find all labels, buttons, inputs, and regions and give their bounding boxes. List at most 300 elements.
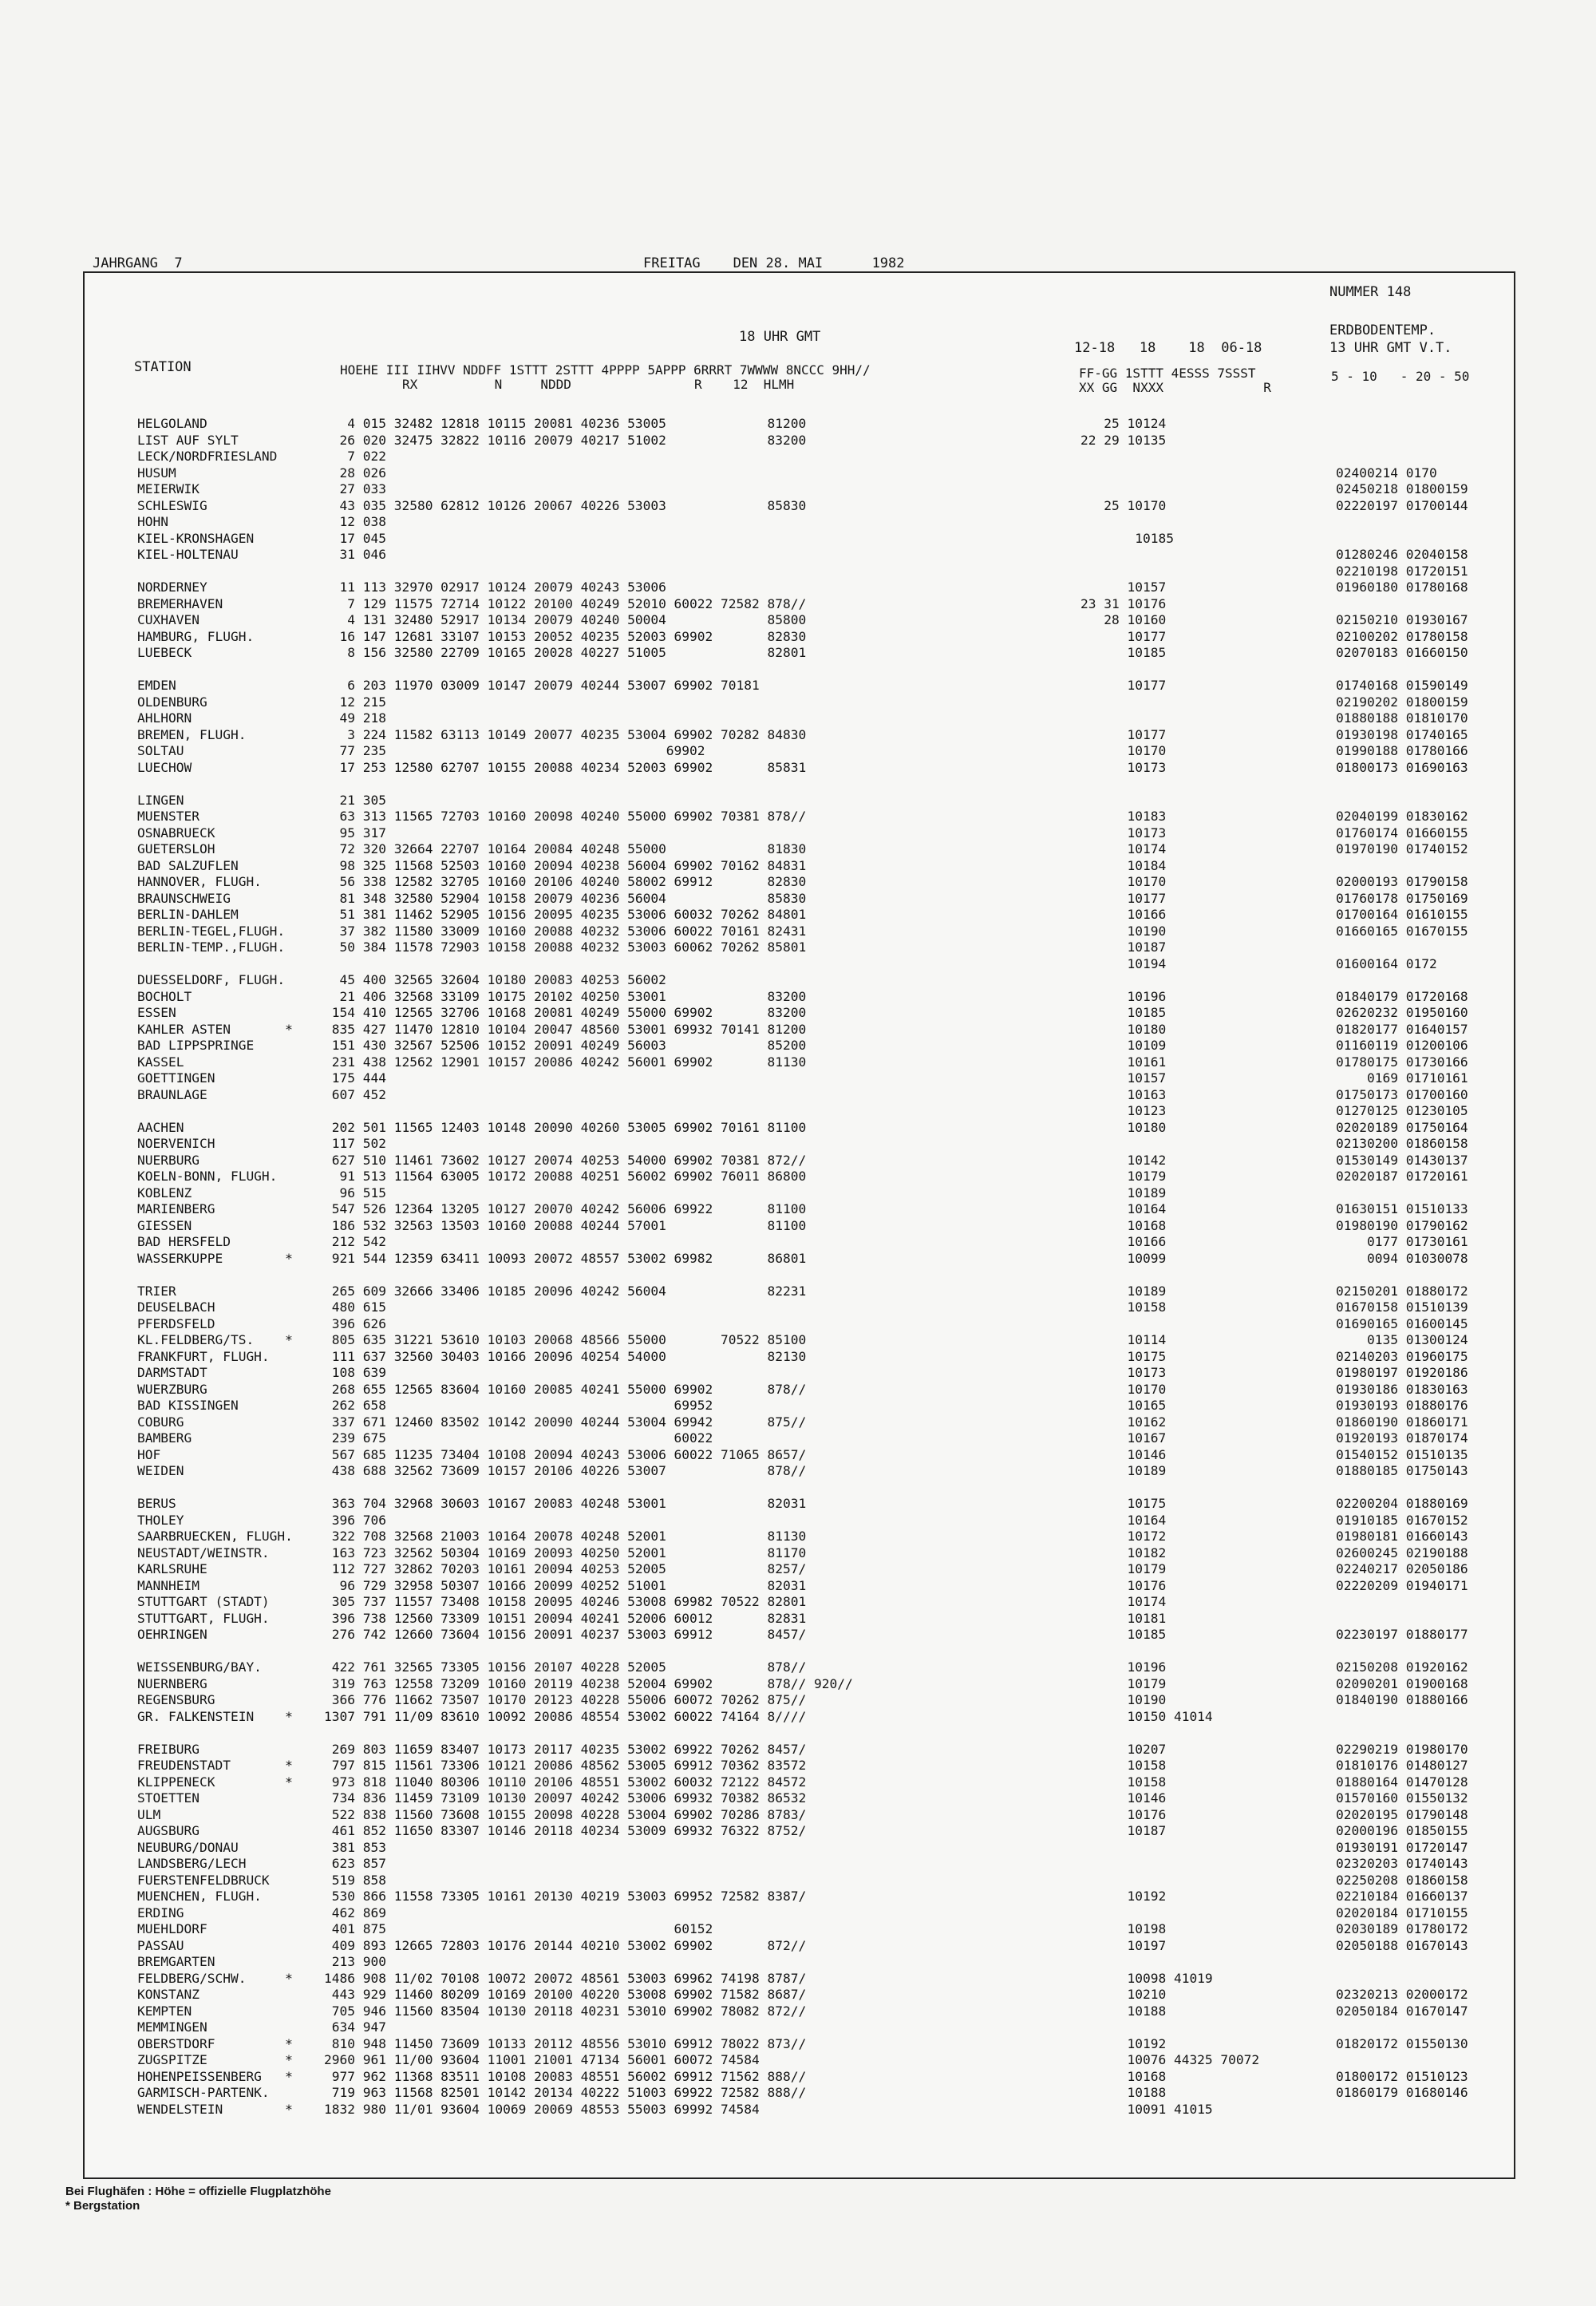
header-1218: 12-18 18 18 06-18 bbox=[1074, 340, 1262, 356]
station-observation: 719 963 11568 82501 10142 20134 40222 51003 69922 72582 888// bbox=[324, 2085, 807, 2100]
station-extremes: 10109 bbox=[1080, 1038, 1167, 1053]
station-extremes: 10099 bbox=[1080, 1250, 1167, 1266]
station-name: WUERZBURG bbox=[137, 1381, 207, 1397]
station-extremes: 10170 bbox=[1080, 1381, 1167, 1397]
station-soil-temp: 01760174 01660155 bbox=[1336, 825, 1468, 841]
station-observation: 17 253 12580 62707 10155 20088 40234 52003 69902 85831 bbox=[324, 759, 807, 775]
station-name: MEMMINGEN bbox=[137, 2019, 207, 2035]
station-name: BERLIN-DAHLEM bbox=[137, 907, 239, 922]
station-observation: 111 637 32560 30403 10166 20096 40254 54000 82130 bbox=[324, 1348, 807, 1364]
station-observation: 265 609 32666 33406 10185 20096 40242 56004 82231 bbox=[324, 1283, 807, 1299]
station-observation: 186 532 32563 13503 10160 20088 40244 57001 81100 bbox=[324, 1217, 807, 1233]
station-name: KARLSRUHE bbox=[137, 1561, 207, 1576]
station-soil-temp: 02190202 01800159 bbox=[1336, 694, 1468, 710]
station-observation: 363 704 32968 30603 10167 20083 40248 53001 82031 bbox=[324, 1496, 807, 1511]
station-extremes: 10194 bbox=[1080, 955, 1167, 971]
station-name: THOLEY bbox=[137, 1512, 184, 1528]
station-name: WASSERKUPPE * bbox=[137, 1250, 293, 1266]
station-name: HELGOLAND bbox=[137, 416, 207, 431]
station-observation: 366 776 11662 73507 10170 20123 40228 55006 60072 70262 875// bbox=[324, 1692, 807, 1707]
station-name: BREMERHAVEN bbox=[137, 595, 223, 611]
station-extremes: 10114 bbox=[1080, 1332, 1167, 1347]
station-extremes: 10168 bbox=[1080, 2068, 1167, 2084]
station-observation: 1832 980 11/01 93604 10069 20069 48553 55003 69992 74584 bbox=[324, 2101, 760, 2117]
station-name: SAARBRUECKEN, FLUGH. bbox=[137, 1529, 293, 1544]
station-name: FELDBERG/SCHW. * bbox=[137, 1970, 293, 1986]
station-extremes: 10166 bbox=[1080, 907, 1167, 922]
station-soil-temp: 02400214 0170 bbox=[1336, 465, 1437, 481]
station-soil-temp: 01530149 01430137 bbox=[1336, 1152, 1468, 1168]
station-observation: 1307 791 11/09 83610 10092 20086 48554 53002 60022 74164 8//// bbox=[324, 1708, 807, 1724]
station-extremes: 22 29 10135 bbox=[1080, 432, 1167, 448]
station-observation: 634 947 bbox=[324, 2019, 386, 2035]
station-name: STUTTGART, FLUGH. bbox=[137, 1610, 270, 1626]
station-name: WEIDEN bbox=[137, 1463, 184, 1478]
station-extremes: 10196 bbox=[1080, 988, 1167, 1004]
station-name: ULM bbox=[137, 1806, 161, 1822]
station-name: LUECHOW bbox=[137, 759, 192, 775]
station-name: MANNHEIM bbox=[137, 1577, 200, 1593]
station-name: ERDING bbox=[137, 1905, 184, 1920]
station-extremes: 10187 bbox=[1080, 1823, 1167, 1838]
station-observation: 705 946 11560 83504 10130 20118 40231 53010 69902 78082 872// bbox=[324, 2003, 807, 2019]
station-soil-temp: 01980197 01920186 bbox=[1336, 1365, 1468, 1380]
station-observation: 212 542 bbox=[324, 1234, 386, 1249]
header-codes2: FF-GG 1STTT 4ESSS 7SSST bbox=[1079, 366, 1256, 381]
station-observation: 480 615 bbox=[324, 1299, 386, 1315]
station-name: BRAUNSCHWEIG bbox=[137, 890, 231, 906]
station-soil-temp: 01880185 01750143 bbox=[1336, 1463, 1468, 1478]
station-name: WENDELSTEIN * bbox=[137, 2101, 293, 2117]
station-soil-temp: 02000196 01850155 bbox=[1336, 1823, 1468, 1838]
station-extremes: 10165 bbox=[1080, 1398, 1167, 1413]
station-soil-temp: 02320203 01740143 bbox=[1336, 1856, 1468, 1871]
station-name: MARIENBERG bbox=[137, 1201, 215, 1216]
station-observation: 81 348 32580 52904 10158 20079 40236 56004 85830 bbox=[324, 890, 807, 906]
station-extremes: 10168 bbox=[1080, 1217, 1167, 1233]
station-observation: 72 320 32664 22707 10164 20084 40248 55000 81830 bbox=[324, 841, 807, 856]
header-13-uhr: 13 UHR GMT V.T. bbox=[1329, 340, 1452, 356]
station-soil-temp: 02290219 01980170 bbox=[1336, 1741, 1468, 1757]
station-name: NUERNBERG bbox=[137, 1675, 207, 1691]
station-observation: 108 639 bbox=[324, 1365, 386, 1380]
station-extremes: 10076 44325 70072 bbox=[1080, 2052, 1260, 2067]
station-name: OLDENBURG bbox=[137, 694, 207, 710]
station-observation: 49 218 bbox=[324, 710, 386, 726]
station-soil-temp: 01990188 01780166 bbox=[1336, 743, 1468, 758]
station-name: MUEHLDORF bbox=[137, 1921, 207, 1936]
station-soil-temp: 01810176 01480127 bbox=[1336, 1758, 1468, 1773]
station-name: WEISSENBURG/BAY. bbox=[137, 1659, 262, 1675]
station-observation: 530 866 11558 73305 10161 20130 40219 53003 69952 72582 8387/ bbox=[324, 1889, 807, 1904]
station-soil-temp: 01820177 01640157 bbox=[1336, 1021, 1468, 1037]
station-observation: 322 708 32568 21003 10164 20078 40248 52001 81130 bbox=[324, 1529, 807, 1544]
station-soil-temp: 02210184 01660137 bbox=[1336, 1889, 1468, 1904]
station-soil-temp: 02150208 01920162 bbox=[1336, 1659, 1468, 1675]
station-extremes: 10192 bbox=[1080, 1889, 1167, 1904]
station-name: BAD LIPPSPRINGE bbox=[137, 1038, 255, 1053]
station-observation: 26 020 32475 32822 10116 20079 40217 51002 83200 bbox=[324, 432, 807, 448]
station-name: BRAUNLAGE bbox=[137, 1086, 207, 1102]
station-extremes: 10175 bbox=[1080, 1348, 1167, 1364]
station-soil-temp: 02100202 01780158 bbox=[1336, 628, 1468, 644]
station-name: FREIBURG bbox=[137, 1741, 200, 1757]
station-soil-temp: 02230197 01880177 bbox=[1336, 1627, 1468, 1642]
station-observation: 627 510 11461 73602 10127 20074 40253 54000 69902 70381 872// bbox=[324, 1152, 807, 1168]
station-soil-temp: 01740168 01590149 bbox=[1336, 678, 1468, 693]
station-name: LIST AUF SYLT bbox=[137, 432, 239, 448]
station-name: KIEL-HOLTENAU bbox=[137, 547, 239, 562]
station-name: ZUGSPITZE * bbox=[137, 2052, 293, 2067]
station-name: HANNOVER, FLUGH. bbox=[137, 874, 262, 889]
station-soil-temp: 01980181 01660143 bbox=[1336, 1529, 1468, 1544]
station-observation: 973 818 11040 80306 10110 20106 48551 53002 60032 72122 84572 bbox=[324, 1774, 807, 1790]
station-observation: 396 738 12560 73309 10151 20094 40241 52006 60012 82831 bbox=[324, 1610, 807, 1626]
station-extremes: 25 10170 bbox=[1080, 497, 1167, 513]
station-extremes: 10173 bbox=[1080, 825, 1167, 841]
station-name: BAMBERG bbox=[137, 1430, 192, 1446]
station-extremes: 10146 bbox=[1080, 1446, 1167, 1462]
station-extremes: 10157 bbox=[1080, 579, 1167, 595]
station-observation: 31 046 bbox=[324, 547, 386, 562]
station-extremes: 10207 bbox=[1080, 1741, 1167, 1757]
station-name: ESSEN bbox=[137, 1005, 176, 1020]
station-soil-temp: 01820172 01550130 bbox=[1336, 2035, 1468, 2051]
station-observation: 921 544 12359 63411 10093 20072 48557 53002 69982 86801 bbox=[324, 1250, 807, 1266]
station-name: FUERSTENFELDBRUCK bbox=[137, 1872, 270, 1888]
station-soil-temp: 01690165 01600145 bbox=[1336, 1315, 1468, 1331]
station-soil-temp: 02130200 01860158 bbox=[1336, 1136, 1468, 1151]
station-soil-temp: 0135 01300124 bbox=[1336, 1332, 1468, 1347]
station-name: BERLIN-TEGEL,FLUGH. bbox=[137, 923, 286, 939]
station-soil-temp: 01800172 01510123 bbox=[1336, 2068, 1468, 2084]
station-name: NORDERNEY bbox=[137, 579, 207, 595]
station-name: REGENSBURG bbox=[137, 1692, 215, 1707]
station-name: OSNABRUECK bbox=[137, 825, 215, 841]
station-observation: 154 410 12565 32706 10168 20081 40249 55000 69902 83200 bbox=[324, 1005, 807, 1020]
station-extremes: 10177 bbox=[1080, 890, 1167, 906]
station-observation: 16 147 12681 33107 10153 20052 40235 52003 69902 82830 bbox=[324, 628, 807, 644]
station-name: COBURG bbox=[137, 1414, 184, 1430]
station-soil-temp: 02000193 01790158 bbox=[1336, 874, 1468, 889]
station-extremes: 10172 bbox=[1080, 1529, 1167, 1544]
station-extremes: 10185 bbox=[1080, 530, 1174, 546]
station-extremes: 10176 bbox=[1080, 1806, 1167, 1822]
station-extremes: 10190 bbox=[1080, 923, 1167, 939]
station-extremes: 10177 bbox=[1080, 628, 1167, 644]
station-name: GOETTINGEN bbox=[137, 1070, 215, 1086]
station-extremes: 10179 bbox=[1080, 1561, 1167, 1576]
station-soil-temp: 02220197 01700144 bbox=[1336, 497, 1468, 513]
station-extremes: 10181 bbox=[1080, 1610, 1167, 1626]
station-extremes: 10188 bbox=[1080, 2003, 1167, 2019]
station-observation: 27 033 bbox=[324, 481, 386, 496]
station-observation: 4 015 32482 12818 10115 20081 40236 53005 81200 bbox=[324, 416, 807, 431]
station-soil-temp: 02040199 01830162 bbox=[1336, 809, 1468, 824]
station-name: PFERDSFELD bbox=[137, 1315, 215, 1331]
station-extremes: 10164 bbox=[1080, 1512, 1167, 1528]
report-date: FREITAG DEN 28. MAI 1982 bbox=[643, 255, 905, 271]
station-observation: 2960 961 11/00 93604 11001 21001 47134 56001 60072 74584 bbox=[324, 2052, 760, 2067]
station-observation: 51 381 11462 52905 10156 20095 40235 53006 60032 70262 84801 bbox=[324, 907, 807, 922]
station-observation: 381 853 bbox=[324, 1839, 386, 1855]
station-observation: 396 706 bbox=[324, 1512, 386, 1528]
station-name: KASSEL bbox=[137, 1054, 184, 1070]
station-observation: 462 869 bbox=[324, 1905, 386, 1920]
station-observation: 6 203 11970 03009 10147 20079 40244 53007 69902 70181 bbox=[324, 678, 760, 693]
station-observation: 337 671 12460 83502 10142 20090 40244 53004 69942 875// bbox=[324, 1414, 807, 1430]
station-name: KL.FELDBERG/TS. * bbox=[137, 1332, 293, 1347]
station-soil-temp: 02250208 01860158 bbox=[1336, 1872, 1468, 1888]
station-name: OEHRINGEN bbox=[137, 1627, 207, 1642]
station-soil-temp: 01270125 01230105 bbox=[1336, 1103, 1468, 1118]
station-soil-temp: 01160119 01200106 bbox=[1336, 1038, 1468, 1053]
station-observation: 17 045 bbox=[324, 530, 386, 546]
station-soil-temp: 01540152 01510135 bbox=[1336, 1446, 1468, 1462]
station-observation: 98 325 11568 52503 10160 20094 40238 56004 69902 70162 84831 bbox=[324, 857, 807, 873]
station-observation: 50 384 11578 72903 10158 20088 40232 53003 60062 70262 85801 bbox=[324, 939, 807, 955]
station-name: SOLTAU bbox=[137, 743, 184, 758]
station-soil-temp: 01920193 01870174 bbox=[1336, 1430, 1468, 1446]
station-extremes: 10189 bbox=[1080, 1463, 1167, 1478]
station-observation: 268 655 12565 83604 10160 20085 40241 55000 69902 878// bbox=[324, 1381, 807, 1397]
station-name: MEIERWIK bbox=[137, 481, 200, 496]
station-extremes: 10184 bbox=[1080, 857, 1167, 873]
station-name: TRIER bbox=[137, 1283, 176, 1299]
station-soil-temp: 01960180 01780168 bbox=[1336, 579, 1468, 595]
station-name: KOELN-BONN, FLUGH. bbox=[137, 1169, 278, 1184]
station-name: STUTTGART (STADT) bbox=[137, 1594, 270, 1609]
station-observation: 12 038 bbox=[324, 514, 386, 529]
station-soil-temp: 02240217 02050186 bbox=[1336, 1561, 1468, 1576]
station-soil-temp: 01840179 01720168 bbox=[1336, 988, 1468, 1004]
station-name: BAD KISSINGEN bbox=[137, 1398, 239, 1413]
header-codes2-sub: XX GG NXXX R bbox=[1079, 380, 1271, 395]
station-name: GUETERSLOH bbox=[137, 841, 215, 856]
station-observation: 21 305 bbox=[324, 792, 386, 808]
station-name: NUERBURG bbox=[137, 1152, 200, 1168]
station-name: BREMGARTEN bbox=[137, 1954, 215, 1969]
station-name: PASSAU bbox=[137, 1937, 184, 1953]
station-observation: 422 761 32565 73305 10156 20107 40228 52005 878// bbox=[324, 1659, 807, 1675]
station-extremes: 10177 bbox=[1080, 678, 1167, 693]
header-codes-sub: RX N NDDD R 12 HLMH bbox=[402, 377, 795, 392]
station-extremes: 10098 41019 bbox=[1080, 1970, 1213, 1986]
station-name: BREMEN, FLUGH. bbox=[137, 726, 247, 742]
report-number: NUMMER 148 bbox=[1329, 284, 1412, 300]
station-extremes: 10146 bbox=[1080, 1790, 1167, 1806]
station-soil-temp: 02150210 01930167 bbox=[1336, 612, 1468, 627]
station-soil-temp: 01930191 01720147 bbox=[1336, 1839, 1468, 1855]
station-name: KIEL-KRONSHAGEN bbox=[137, 530, 255, 546]
station-observation: 262 658 69952 bbox=[324, 1398, 713, 1413]
station-extremes: 10164 bbox=[1080, 1201, 1167, 1216]
station-observation: 239 675 60022 bbox=[324, 1430, 713, 1446]
station-observation: 1486 908 11/02 70108 10072 20072 48561 53003 69962 74198 8787/ bbox=[324, 1970, 807, 1986]
station-observation: 7 022 bbox=[324, 449, 386, 464]
station-soil-temp: 02070183 01660150 bbox=[1336, 645, 1468, 660]
station-observation: 519 858 bbox=[324, 1872, 386, 1888]
station-name: AHLHORN bbox=[137, 710, 192, 726]
station-soil-temp: 01700164 01610155 bbox=[1336, 907, 1468, 922]
station-name: FREUDENSTADT * bbox=[137, 1758, 293, 1773]
station-observation: 522 838 11560 73608 10155 20098 40228 53004 69902 70286 8783/ bbox=[324, 1806, 807, 1822]
station-soil-temp: 02020184 01710155 bbox=[1336, 1905, 1468, 1920]
station-soil-temp: 01800173 01690163 bbox=[1336, 759, 1468, 775]
station-extremes: 10157 bbox=[1080, 1070, 1167, 1086]
station-observation: 4 131 32480 52917 10134 20079 40240 50004 85800 bbox=[324, 612, 807, 627]
station-name: HOHN bbox=[137, 514, 168, 529]
station-extremes: 10198 bbox=[1080, 1921, 1167, 1936]
station-name: DARMSTADT bbox=[137, 1365, 207, 1380]
station-observation: 805 635 31221 53610 10103 20068 48566 55000 70522 85100 bbox=[324, 1332, 807, 1347]
station-observation: 163 723 32562 50304 10169 20093 40250 52001 81170 bbox=[324, 1545, 807, 1560]
station-soil-temp: 02320213 02000172 bbox=[1336, 1987, 1468, 2002]
station-name: LINGEN bbox=[137, 792, 184, 808]
station-extremes: 10173 bbox=[1080, 1365, 1167, 1380]
station-observation: 3 224 11582 63113 10149 20077 40235 53004 69902 70282 84830 bbox=[324, 726, 807, 742]
station-name: NOERVENICH bbox=[137, 1136, 215, 1151]
header-codes: HOEHE III IIHVV NDDFF 1STTT 2STTT 4PPPP 5APPP 6RRRT 7WWWW 8NCCC 9HH// bbox=[340, 362, 871, 378]
station-extremes: 10166 bbox=[1080, 1234, 1167, 1249]
station-name: SCHLESWIG bbox=[137, 497, 207, 513]
station-soil-temp: 01780175 01730166 bbox=[1336, 1054, 1468, 1070]
station-observation: 623 857 bbox=[324, 1856, 386, 1871]
report-sheet bbox=[83, 255, 1515, 2179]
station-observation: 438 688 32562 73609 10157 20106 40226 53007 878// bbox=[324, 1463, 807, 1478]
station-extremes: 10210 bbox=[1080, 1987, 1167, 2002]
station-observation: 231 438 12562 12901 10157 20086 40242 56001 69902 81130 bbox=[324, 1054, 807, 1070]
station-observation: 37 382 11580 33009 10160 20088 40232 53006 60022 70161 82431 bbox=[324, 923, 807, 939]
footnote-airport: Bei Flughäfen : Höhe = offizielle Flugplatzhöhe bbox=[65, 2185, 331, 2198]
station-soil-temp: 01930193 01880176 bbox=[1336, 1398, 1468, 1413]
station-soil-temp: 01750173 01700160 bbox=[1336, 1086, 1468, 1102]
station-observation: 45 400 32565 32604 10180 20083 40253 56002 bbox=[324, 972, 666, 987]
station-name: HOHENPEISSENBERG * bbox=[137, 2068, 293, 2084]
station-soil-temp: 02200204 01880169 bbox=[1336, 1496, 1468, 1511]
station-extremes: 23 31 10176 bbox=[1080, 595, 1167, 611]
station-observation: 567 685 11235 73404 10108 20094 40243 53006 60022 71065 8657/ bbox=[324, 1446, 807, 1462]
station-soil-temp: 01930198 01740165 bbox=[1336, 726, 1468, 742]
station-name: LANDSBERG/LECH bbox=[137, 1856, 247, 1871]
station-name: CUXHAVEN bbox=[137, 612, 200, 627]
station-soil-temp: 02030189 01780172 bbox=[1336, 1921, 1468, 1936]
station-soil-temp: 01880188 01810170 bbox=[1336, 710, 1468, 726]
station-observation: 409 893 12665 72803 10176 20144 40210 53002 69902 872// bbox=[324, 1937, 807, 1953]
station-extremes: 10192 bbox=[1080, 2035, 1167, 2051]
station-name: KLIPPENECK * bbox=[137, 1774, 293, 1790]
station-soil-temp: 01970190 01740152 bbox=[1336, 841, 1468, 856]
station-extremes: 10189 bbox=[1080, 1283, 1167, 1299]
station-soil-temp: 01930186 01830163 bbox=[1336, 1381, 1468, 1397]
station-name: BOCHOLT bbox=[137, 988, 192, 1004]
header-station: STATION bbox=[134, 359, 192, 375]
station-extremes: 10150 41014 bbox=[1080, 1708, 1213, 1724]
station-observation: 96 729 32958 50307 10166 20099 40252 51001 82031 bbox=[324, 1577, 807, 1593]
station-extremes: 10196 bbox=[1080, 1659, 1167, 1675]
station-extremes: 10185 bbox=[1080, 645, 1167, 660]
footnote-mountain: * Bergstation bbox=[65, 2199, 140, 2213]
station-extremes: 10185 bbox=[1080, 1627, 1167, 1642]
station-observation: 11 113 32970 02917 10124 20079 40243 53006 bbox=[324, 579, 666, 595]
station-extremes: 10170 bbox=[1080, 874, 1167, 889]
station-observation: 269 803 11659 83407 10173 20117 40235 53002 69922 70262 8457/ bbox=[324, 1741, 807, 1757]
station-soil-temp: 0169 01710161 bbox=[1336, 1070, 1468, 1086]
station-extremes: 10183 bbox=[1080, 809, 1167, 824]
station-extremes: 10161 bbox=[1080, 1054, 1167, 1070]
station-extremes: 10190 bbox=[1080, 1692, 1167, 1707]
station-name: OBERSTDORF * bbox=[137, 2035, 293, 2051]
station-observation: 461 852 11650 83307 10146 20118 40234 53009 69932 76322 8752/ bbox=[324, 1823, 807, 1838]
station-observation: 95 317 bbox=[324, 825, 386, 841]
station-observation: 319 763 12558 73209 10160 20119 40238 52004 69902 878// 920// bbox=[324, 1675, 853, 1691]
station-extremes: 10197 bbox=[1080, 1937, 1167, 1953]
station-name: MUENSTER bbox=[137, 809, 200, 824]
station-soil-temp: 01660165 01670155 bbox=[1336, 923, 1468, 939]
station-extremes: 25 10124 bbox=[1080, 416, 1167, 431]
station-name: KEMPTEN bbox=[137, 2003, 192, 2019]
station-observation: 43 035 32580 62812 10126 20067 40226 53003 85830 bbox=[324, 497, 807, 513]
station-name: FRANKFURT, FLUGH. bbox=[137, 1348, 270, 1364]
station-soil-temp: 02450218 01800159 bbox=[1336, 481, 1468, 496]
station-observation: 797 815 11561 73306 10121 20086 48562 53005 69912 70362 83572 bbox=[324, 1758, 807, 1773]
station-observation: 734 836 11459 73109 10130 20097 40242 53006 69932 70382 86532 bbox=[324, 1790, 807, 1806]
station-observation: 547 526 12364 13205 10127 20070 40242 56006 69922 81100 bbox=[324, 1201, 807, 1216]
station-observation: 276 742 12660 73604 10156 20091 40237 53003 69912 8457/ bbox=[324, 1627, 807, 1642]
station-extremes: 10158 bbox=[1080, 1299, 1167, 1315]
station-observation: 835 427 11470 12810 10104 20047 48560 53001 69932 70141 81200 bbox=[324, 1021, 807, 1037]
station-soil-temp: 01600164 0172 bbox=[1336, 955, 1437, 971]
footnote bbox=[65, 2185, 331, 2213]
station-name: BERLIN-TEMP.,FLUGH. bbox=[137, 939, 286, 955]
station-observation: 443 929 11460 80209 10169 20100 40220 53008 69902 71582 8687/ bbox=[324, 1987, 807, 2002]
header-18-uhr: 18 UHR GMT bbox=[739, 329, 821, 345]
station-observation: 77 235 69902 bbox=[324, 743, 705, 758]
station-observation: 63 313 11565 72703 10160 20098 40240 55000 69902 70381 878// bbox=[324, 809, 807, 824]
station-observation: 175 444 bbox=[324, 1070, 386, 1086]
station-observation: 977 962 11368 83511 10108 20083 48551 56002 69912 71562 888// bbox=[324, 2068, 807, 2084]
station-name: LUEBECK bbox=[137, 645, 192, 660]
station-soil-temp: 01880164 01470128 bbox=[1336, 1774, 1468, 1790]
station-name: AACHEN bbox=[137, 1119, 184, 1135]
station-extremes: 10158 bbox=[1080, 1774, 1167, 1790]
station-extremes: 10188 bbox=[1080, 2085, 1167, 2100]
station-soil-temp: 02020189 01750164 bbox=[1336, 1119, 1468, 1135]
station-soil-temp: 02050184 01670147 bbox=[1336, 2003, 1468, 2019]
station-name: DEUSELBACH bbox=[137, 1299, 215, 1315]
station-extremes: 10170 bbox=[1080, 743, 1167, 758]
header-soil-depths: 5 - 10 - 20 - 50 bbox=[1331, 369, 1470, 384]
station-soil-temp: 0094 01030078 bbox=[1336, 1250, 1468, 1266]
station-extremes: 10174 bbox=[1080, 1594, 1167, 1609]
station-observation: 21 406 32568 33109 10175 20102 40250 53001 83200 bbox=[324, 988, 807, 1004]
station-name: LECK/NORDFRIESLAND bbox=[137, 449, 278, 464]
station-extremes: 10179 bbox=[1080, 1169, 1167, 1184]
station-observation: 607 452 bbox=[324, 1086, 386, 1102]
station-name: BAD HERSFELD bbox=[137, 1234, 231, 1249]
station-name: DUESSELDORF, FLUGH. bbox=[137, 972, 286, 987]
station-extremes: 10177 bbox=[1080, 726, 1167, 742]
station-name: MUENCHEN, FLUGH. bbox=[137, 1889, 262, 1904]
station-name: EMDEN bbox=[137, 678, 176, 693]
station-name: BAD SALZUFLEN bbox=[137, 857, 239, 873]
station-soil-temp: 02600245 02190188 bbox=[1336, 1545, 1468, 1560]
station-extremes: 10123 bbox=[1080, 1103, 1167, 1118]
station-name: GIESSEN bbox=[137, 1217, 192, 1233]
station-soil-temp: 02150201 01880172 bbox=[1336, 1283, 1468, 1299]
station-observation: 810 948 11450 73609 10133 20112 48556 53010 69912 78022 873// bbox=[324, 2035, 807, 2051]
station-soil-temp: 02020187 01720161 bbox=[1336, 1169, 1468, 1184]
